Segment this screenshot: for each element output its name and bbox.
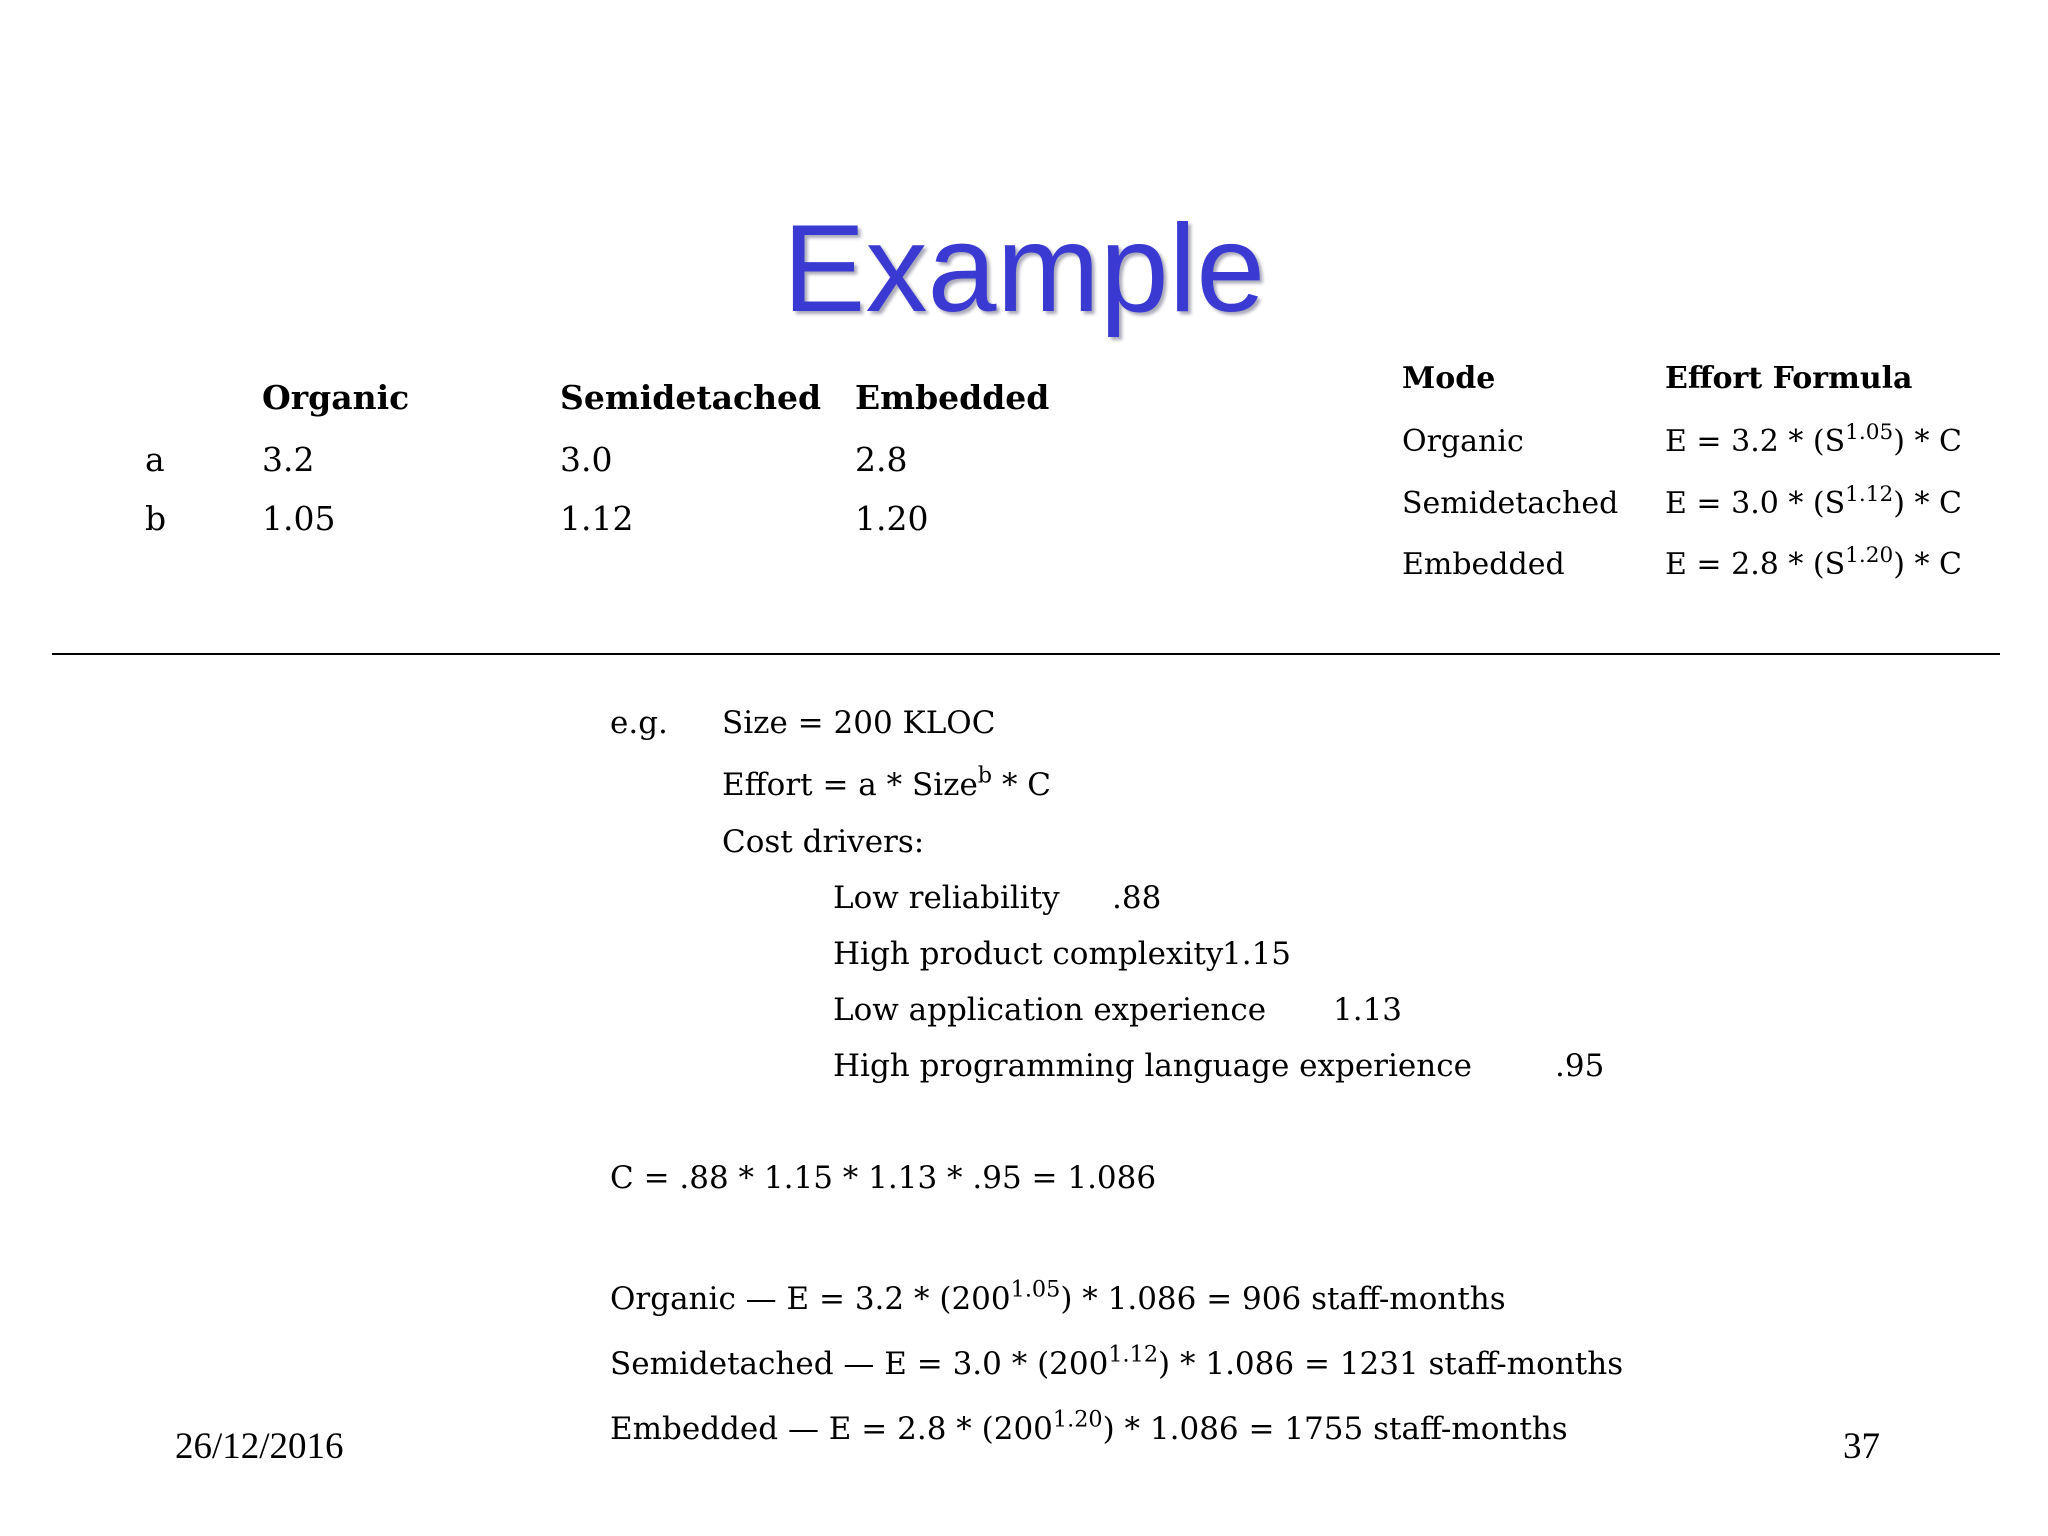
cost-driver-value: .88: [1112, 880, 1162, 916]
cost-driver-name: Low application experience: [833, 992, 1267, 1028]
effort-formula-line: Effort = a * Size$^b$ * C: [722, 762, 1052, 803]
formula-semidetached: $E = 3.0 * (S^{1.12}) * C$: [1665, 482, 1962, 521]
table-cell: 3.0: [560, 440, 613, 479]
c-calculation: C = .88 * 1.15 * 1.13 * .95 = 1.086: [610, 1160, 1157, 1196]
result-semidetached: Semidetached — $E = 3.0 * (200^{1.12}) * 1.086 = 1231$ staff-months: [610, 1341, 1624, 1382]
column-header-embedded: Embedded: [855, 378, 1050, 417]
slide-date: 26/12/2016: [175, 1426, 344, 1467]
table-cell: 2.8: [855, 440, 908, 479]
header-mode: Mode: [1402, 361, 1496, 396]
size-line: Size = 200 KLOC: [722, 705, 996, 741]
cost-driver-value: 1.13: [1333, 992, 1403, 1028]
column-header-organic: Organic: [262, 378, 410, 417]
slide-title: Example: [782, 200, 1266, 338]
formula-mode-embedded: Embedded: [1402, 547, 1565, 582]
horizontal-divider: [52, 653, 2000, 655]
formula-mode-organic: Organic: [1402, 424, 1524, 459]
result-embedded: Embedded — $E = 2.8 * (200^{1.20}) * 1.086 = 1755$ staff-months: [610, 1406, 1568, 1447]
table-cell: 1.20: [855, 499, 929, 538]
slide-number: 37: [1843, 1426, 1880, 1467]
cost-driver-name: Low reliability: [833, 880, 1060, 916]
cost-drivers-label: Cost drivers:: [722, 824, 925, 860]
formula-organic: $E = 3.2 * (S^{1.05}) * C$: [1665, 420, 1962, 459]
row-label-b: b: [145, 499, 167, 538]
column-header-semidetached: Semidetached: [560, 378, 822, 417]
table-cell: 3.2: [262, 440, 315, 479]
cost-driver-value: 1.15: [1222, 936, 1292, 972]
formula-embedded: $E = 2.8 * (S^{1.20}) * C$: [1665, 543, 1962, 582]
cost-driver-name: High product complexity: [833, 936, 1224, 972]
formula-mode-semidetached: Semidetached: [1402, 486, 1619, 521]
row-label-a: a: [145, 440, 165, 479]
table-cell: 1.12: [560, 499, 634, 538]
cost-driver-value: .95: [1555, 1048, 1605, 1084]
cost-driver-name: High programming language experience: [833, 1048, 1472, 1084]
eg-label: e.g.: [610, 705, 668, 741]
result-organic: Organic — $E = 3.2 * (200^{1.05}) * 1.086 = 906$ staff-months: [610, 1276, 1506, 1317]
header-effort-formula: Effort Formula: [1665, 361, 1913, 396]
table-cell: 1.05: [262, 499, 336, 538]
